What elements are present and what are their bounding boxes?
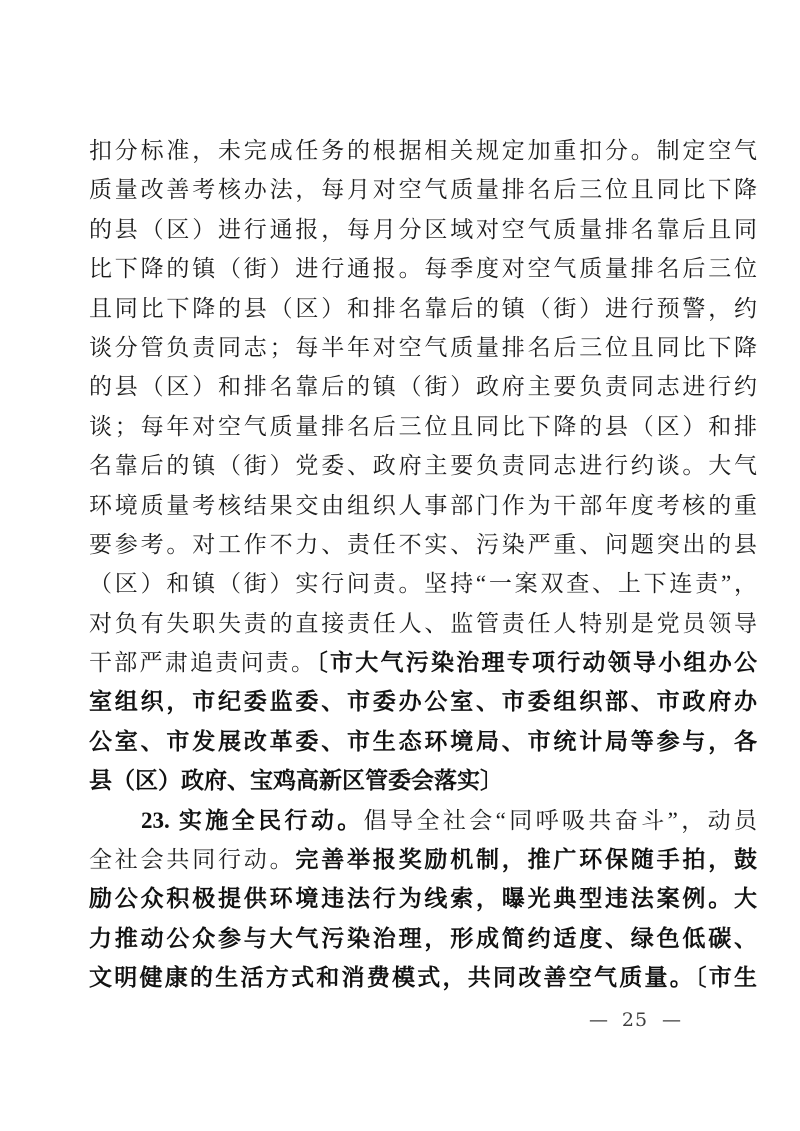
text-segment: 全社会共同行动。 xyxy=(89,847,296,873)
text-segment: 谈分管负责同志；每半年对空气质量排名后三位且同比下降 xyxy=(89,334,757,360)
text-line xyxy=(89,486,757,525)
text-segment: 谈；每年对空气质量排名后三位且同比下降的县（区）和排 xyxy=(89,413,757,439)
text-segment-bold: 文明健康的生活方式和消费模式，共同改善空气质量。〔市生 xyxy=(89,965,757,991)
text-segment: 要参考。对工作不力、责任不实、污染严重、问题突出的县 xyxy=(89,531,757,557)
text-line xyxy=(89,564,757,603)
text-segment-bold: 〔市大气污染治理专项行动领导小组办公 xyxy=(316,650,757,676)
text-line xyxy=(89,643,757,682)
text-line xyxy=(89,958,757,997)
text-line xyxy=(89,249,757,288)
text-segment: 比下降的镇（街）进行通报。每季度对空气质量排名后三位 xyxy=(89,256,757,282)
text-line xyxy=(89,682,757,721)
text-line xyxy=(89,367,757,406)
page-number xyxy=(589,1006,681,1034)
text-segment-bold: 室组织，市纪委监委、市委办公室、市委组织部、市政府办 xyxy=(89,689,757,715)
text-segment: 干部严肃追责问责。 xyxy=(89,650,317,676)
text-segment-bold: 完善举报奖励机制，推广环保随手拍，鼓 xyxy=(295,847,757,873)
text-line xyxy=(89,722,757,761)
text-line xyxy=(89,801,757,840)
text-segment: 环境质量考核结果交由组织人事部门作为干部年度考核的重 xyxy=(89,492,757,518)
text-line xyxy=(89,919,757,958)
text-segment: 对负有失职失责的直接责任人、监管责任人特别是党员领导 xyxy=(89,610,757,636)
page-number-dash-left: — xyxy=(589,1009,608,1031)
text-line xyxy=(89,170,757,209)
text-segment-bold: 县（区）政府、宝鸡高新区管委会落实〕 xyxy=(89,768,503,794)
text-segment: 名靠后的镇（街）党委、政府主要负责同志进行约谈。大气 xyxy=(89,453,757,479)
text-segment: 扣分标准，未完成任务的根据相关规定加重扣分。制定空气 xyxy=(89,138,757,163)
document-body xyxy=(89,131,757,998)
text-segment-bold: 公室、市发展改革委、市生态环境局、市统计局等参与，各 xyxy=(89,728,757,754)
text-segment-bold: 23. 实施全民行动。 xyxy=(141,807,364,833)
text-segment: 的县（区）和排名靠后的镇（街）政府主要负责同志进行约 xyxy=(89,374,757,400)
text-segment: （区）和镇（街）实行问责。坚持“一案双查、上下连责”， xyxy=(89,571,757,597)
text-line xyxy=(89,840,757,879)
text-line xyxy=(89,131,757,170)
text-line xyxy=(89,289,757,328)
text-segment: 且同比下降的县（区）和排名靠后的镇（街）进行预警，约 xyxy=(89,295,757,321)
text-segment: 质量改善考核办法，每月对空气质量排名后三位且同比下降 xyxy=(89,177,757,203)
text-segment: 的县（区）进行通报，每月分区域对空气质量排名靠后且同 xyxy=(89,216,757,242)
text-segment-bold: 力推动公众参与大气污染治理，形成简约适度、绿色低碳、 xyxy=(89,925,757,951)
text-line xyxy=(89,407,757,446)
text-segment: 倡导全社会“同呼吸共奋斗”，动员 xyxy=(363,807,757,833)
text-line xyxy=(89,210,757,249)
text-line xyxy=(89,879,757,918)
text-line xyxy=(89,446,757,485)
text-line xyxy=(89,761,757,800)
text-line xyxy=(89,525,757,564)
page-number-value: 25 xyxy=(621,1009,649,1031)
text-line xyxy=(89,604,757,643)
page-number-dash-right: — xyxy=(662,1009,681,1031)
text-line xyxy=(89,328,757,367)
text-segment-bold: 励公众积极提供环境违法行为线索，曝光典型违法案例。大 xyxy=(89,886,757,912)
